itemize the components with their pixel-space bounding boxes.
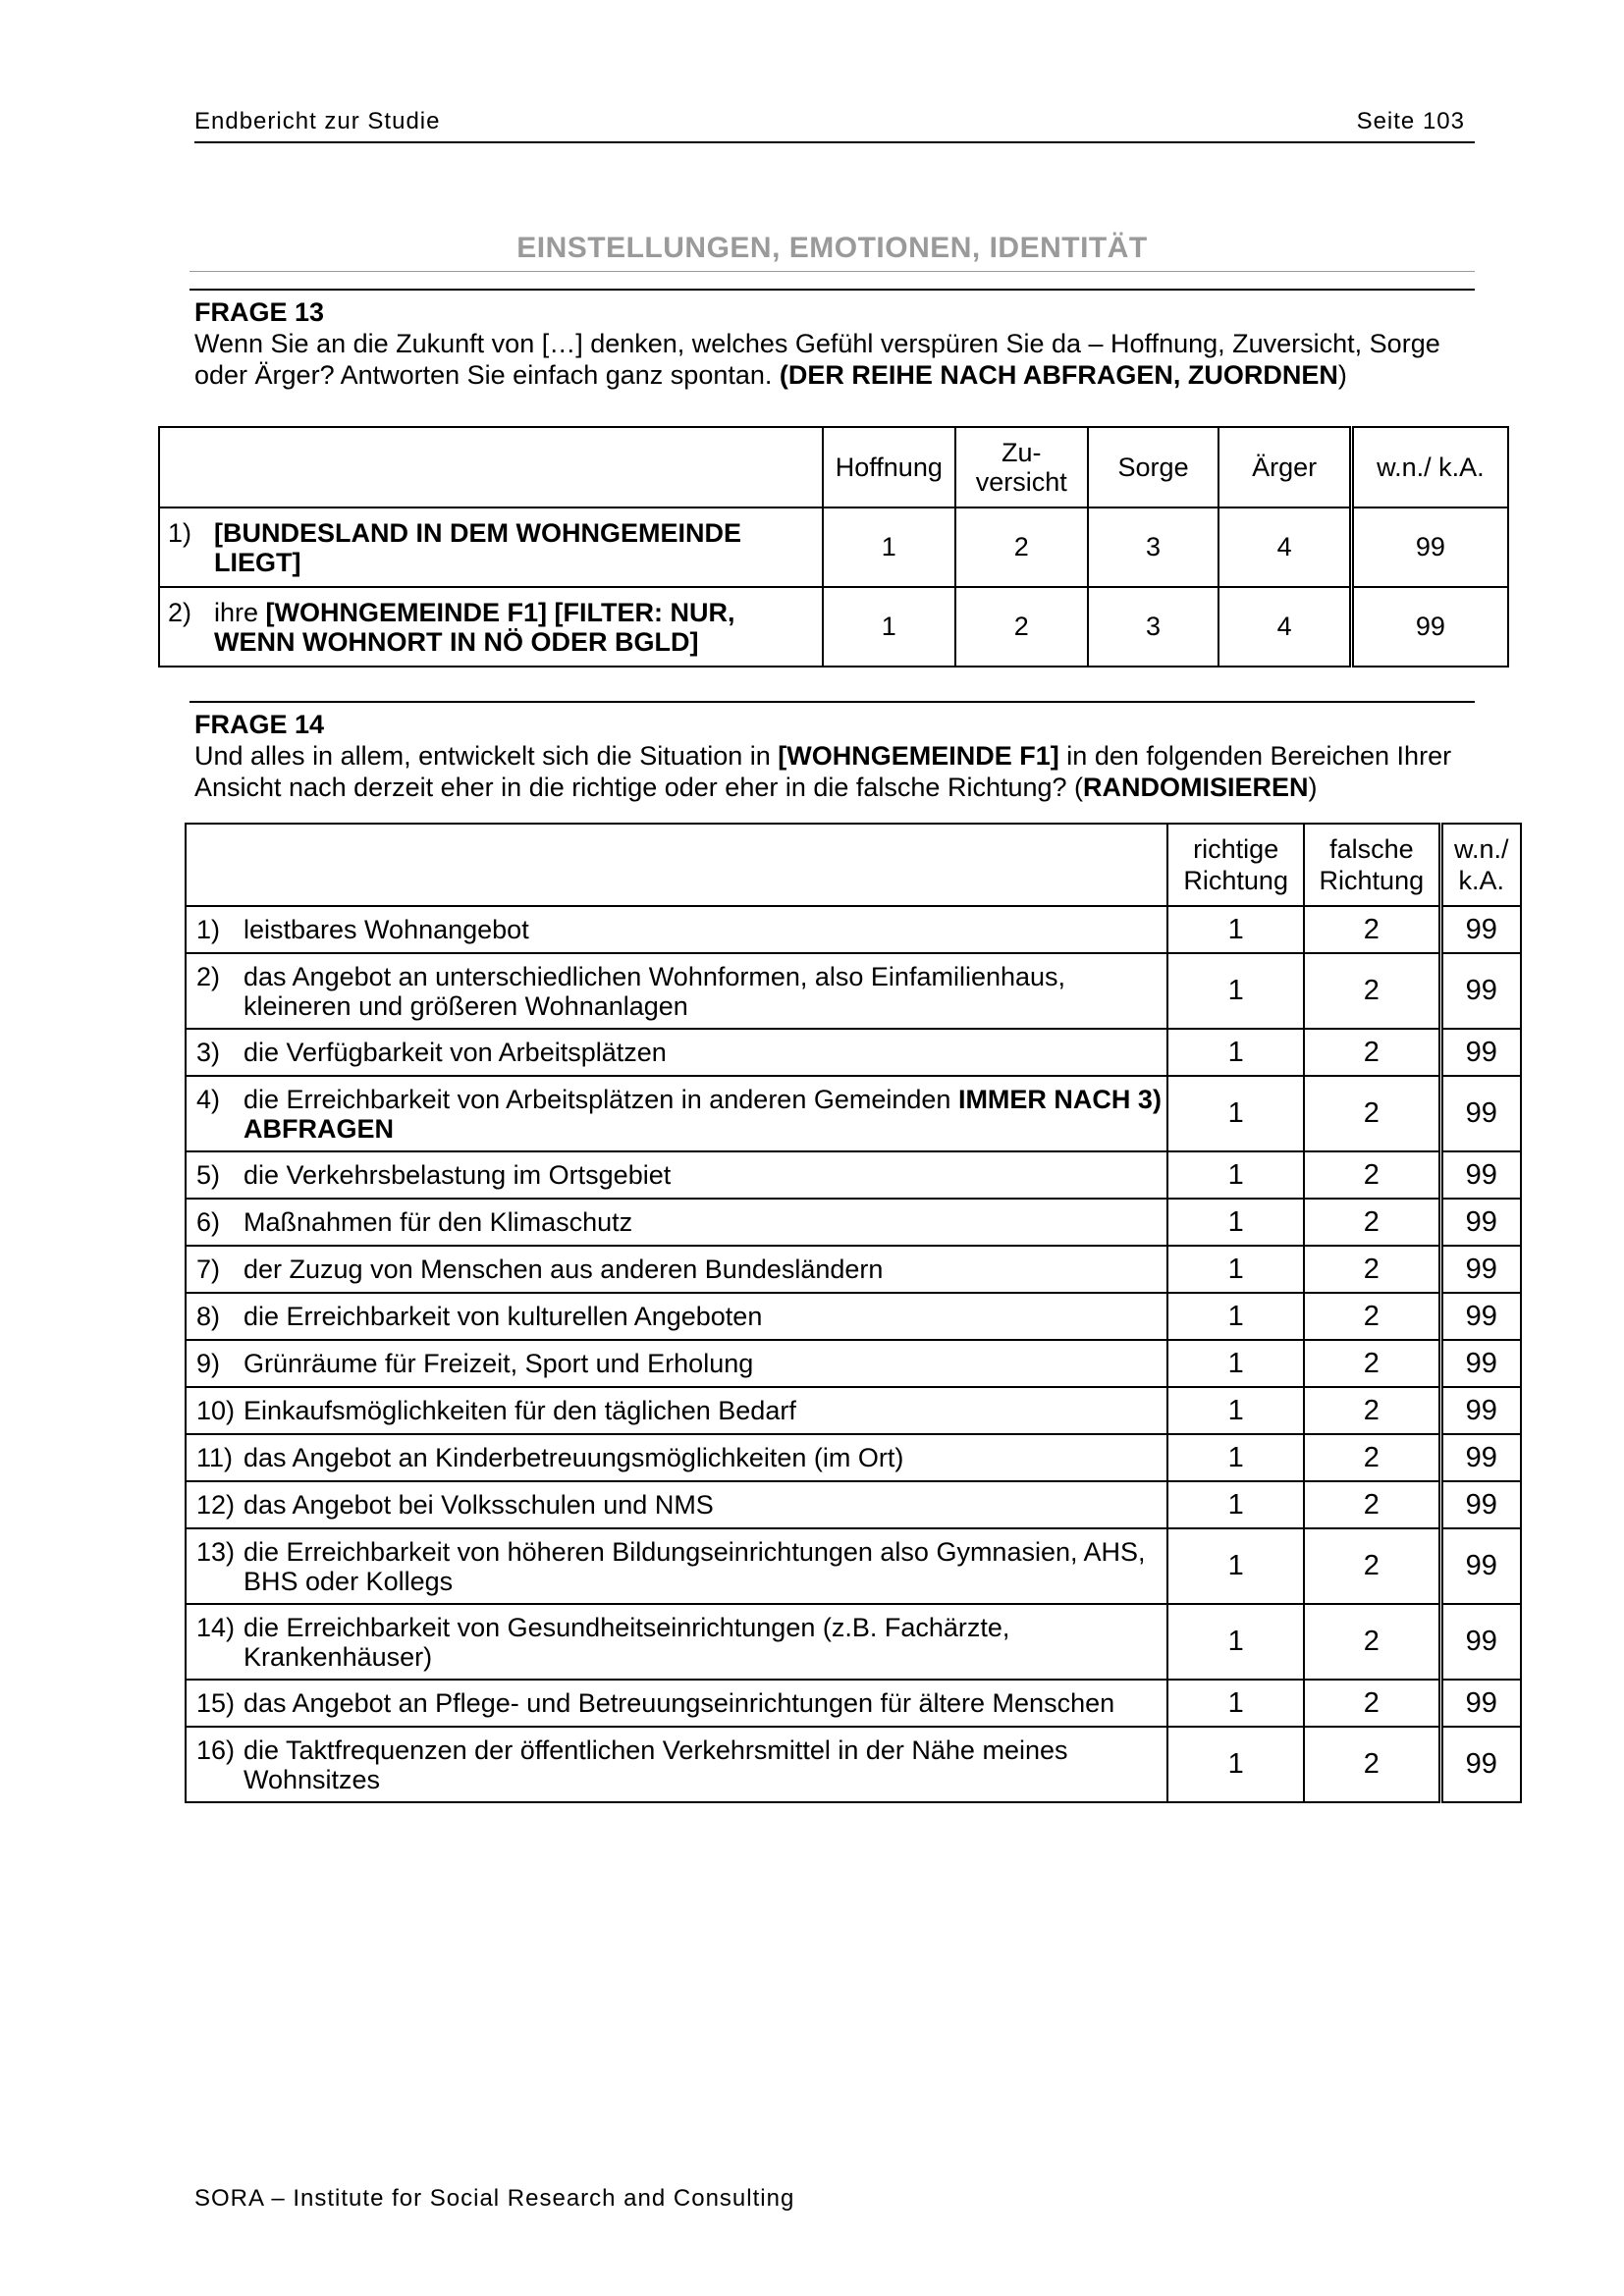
table-row [186, 1481, 1521, 1528]
code-cell: 1 [1167, 1604, 1304, 1680]
code-cell: 1 [823, 587, 955, 667]
code-cell: 99 [1440, 1340, 1521, 1387]
code-cell: 2 [1304, 953, 1440, 1029]
frage13-table [158, 426, 1509, 667]
frage13-item: 1) [BUNDESLAND IN DEM WOHNGEMEINDE LIEGT] [159, 507, 823, 587]
section-divider [189, 271, 1475, 272]
code-cell: 2 [1304, 1528, 1440, 1604]
code-cell: 1 [1167, 953, 1304, 1029]
code-cell: 2 [1304, 1604, 1440, 1680]
frage14-block [194, 709, 1481, 803]
code-cell: 1 [1167, 1340, 1304, 1387]
code-cell: 1 [1167, 1246, 1304, 1293]
frage13-item: 2) ihre [WOHNGEMEINDE F1] [FILTER: NUR, WENN WOHNORT IN NÖ ODER BGLD] [159, 587, 823, 667]
code-cell: 99 [1440, 1434, 1521, 1481]
code-cell: 2 [1304, 1293, 1440, 1340]
frage14-item: 3) die Verfügbarkeit von Arbeitsplätzen [186, 1029, 1167, 1076]
code-cell: 2 [955, 587, 1088, 667]
code-cell: 1 [1167, 1481, 1304, 1528]
code-cell: 1 [1167, 1387, 1304, 1434]
code-cell: 99 [1440, 906, 1521, 953]
frage14-item: 1) leistbares Wohnangebot [186, 906, 1167, 953]
table-row [186, 1029, 1521, 1076]
frage14-item: 8) die Erreichbarkeit von kulturellen Angeboten [186, 1293, 1167, 1340]
header-page-number: Seite 103 [1356, 108, 1465, 134]
code-cell: 1 [1167, 1727, 1304, 1802]
frage14-header-row [186, 824, 1521, 906]
frage14-item: 15) das Angebot an Pflege- und Betreuungseinrichtungen für ältere Menschen [186, 1680, 1167, 1727]
code-cell: 2 [1304, 1151, 1440, 1199]
frage13-col-zuversicht: Zu- versicht [955, 427, 1088, 507]
code-cell: 99 [1351, 507, 1508, 587]
table-row [186, 1199, 1521, 1246]
code-cell: 99 [1440, 1528, 1521, 1604]
table-row [159, 587, 1508, 667]
frage13-question: Wenn Sie an die Zukunft von […] denken, welches Gefühl verspüren Sie da – Hoffnung, Zuversicht, Sorge oder Ärger? Antworten Sie einfach ganz spontan. (DER REIHE NACH ABFRAGEN, ZUORDNEN) [194, 329, 1440, 390]
table-row [186, 1293, 1521, 1340]
frage13-header-empty [159, 427, 823, 507]
table-row [186, 1434, 1521, 1481]
code-cell: 99 [1440, 1293, 1521, 1340]
code-cell: 3 [1088, 507, 1219, 587]
code-cell: 99 [1440, 1727, 1521, 1802]
table-row [186, 1727, 1521, 1802]
frage14-item: 7) der Zuzug von Menschen aus anderen Bundesländern [186, 1246, 1167, 1293]
code-cell: 99 [1440, 1481, 1521, 1528]
code-cell: 2 [1304, 1199, 1440, 1246]
table-row [186, 1604, 1521, 1680]
frage14-item: 13) die Erreichbarkeit von höheren Bildungseinrichtungen also Gymnasien, AHS, BHS oder Kollegs [186, 1528, 1167, 1604]
code-cell: 1 [1167, 1076, 1304, 1151]
code-cell: 1 [1167, 1680, 1304, 1727]
frage14-col-richtige: richtige Richtung [1167, 824, 1304, 906]
frage14-instruction: RANDOMISIEREN [1083, 773, 1309, 802]
code-cell: 99 [1440, 953, 1521, 1029]
code-cell: 99 [1440, 1387, 1521, 1434]
frage14-item: 6) Maßnahmen für den Klimaschutz [186, 1199, 1167, 1246]
frage14-item: 4) die Erreichbarkeit von Arbeitsplätzen in anderen Gemeinden IMMER NACH 3) ABFRAGEN [186, 1076, 1167, 1151]
code-cell: 99 [1440, 1199, 1521, 1246]
frage14-body [186, 906, 1521, 1802]
frage13-divider [189, 289, 1475, 291]
code-cell: 1 [823, 507, 955, 587]
code-cell: 2 [1304, 1481, 1440, 1528]
code-cell: 1 [1167, 1029, 1304, 1076]
frage14-item: 5) die Verkehrsbelastung im Ortsgebiet [186, 1151, 1167, 1199]
frage13-col-sorge: Sorge [1088, 427, 1219, 507]
code-cell: 2 [1304, 906, 1440, 953]
table-row [186, 1151, 1521, 1199]
page-footer: SORA – Institute for Social Research and Consulting [194, 2185, 795, 2212]
code-cell: 4 [1218, 587, 1351, 667]
frage14-item: 10) Einkaufsmöglichkeiten für den täglichen Bedarf [186, 1387, 1167, 1434]
code-cell: 99 [1440, 1076, 1521, 1151]
code-cell: 99 [1440, 1029, 1521, 1076]
table-row [186, 1680, 1521, 1727]
code-cell: 3 [1088, 587, 1219, 667]
table-row [186, 1340, 1521, 1387]
code-cell: 2 [1304, 1246, 1440, 1293]
frage14-item: 9) Grünräume für Freizeit, Sport und Erholung [186, 1340, 1167, 1387]
table-row [186, 1528, 1521, 1604]
table-row [186, 953, 1521, 1029]
code-cell: 1 [1167, 1293, 1304, 1340]
code-cell: 2 [1304, 1727, 1440, 1802]
table-row [186, 906, 1521, 953]
table-row [159, 507, 1508, 587]
code-cell: 1 [1167, 1528, 1304, 1604]
table-row [186, 1076, 1521, 1151]
frage13-col-hoffnung: Hoffnung [823, 427, 955, 507]
page-header [194, 104, 1475, 143]
frage14-item: 2) das Angebot an unterschiedlichen Wohnformen, also Einfamilienhaus, kleineren und größeren Wohnanlagen [186, 953, 1167, 1029]
frage13-title: FRAGE 13 [194, 297, 325, 327]
frage13-instruction: (DER REIHE NACH ABFRAGEN, ZUORDNEN [779, 360, 1338, 390]
code-cell: 1 [1167, 906, 1304, 953]
frage14-question: Und alles in allem, entwickelt sich die Situation in [WOHNGEMEINDE F1] in den folgenden Bereichen Ihrer Ansicht nach derzeit eher in die richtige oder eher in die falsche Richtung? (RANDOMISIEREN) [194, 741, 1452, 802]
frage14-item: 16) die Taktfrequenzen der öffentlichen Verkehrsmittel in der Nähe meines Wohnsitzes [186, 1727, 1167, 1802]
code-cell: 2 [1304, 1387, 1440, 1434]
frage14-item: 14) die Erreichbarkeit von Gesundheitseinrichtungen (z.B. Fachärzte, Krankenhäuser) [186, 1604, 1167, 1680]
table-row [186, 1387, 1521, 1434]
code-cell: 1 [1167, 1151, 1304, 1199]
frage13-header-row [159, 427, 1508, 507]
code-cell: 2 [1304, 1434, 1440, 1481]
code-cell: 99 [1440, 1604, 1521, 1680]
table-row [186, 1246, 1521, 1293]
frage13-col-wnka: w.n./ k.A. [1351, 427, 1508, 507]
code-cell: 2 [955, 507, 1088, 587]
code-cell: 2 [1304, 1680, 1440, 1727]
frage14-divider [189, 701, 1475, 703]
code-cell: 1 [1167, 1434, 1304, 1481]
frage14-col-wnka: w.n./ k.A. [1440, 824, 1521, 906]
code-cell: 1 [1167, 1199, 1304, 1246]
frage14-item: 12) das Angebot bei Volksschulen und NMS [186, 1481, 1167, 1528]
code-cell: 2 [1304, 1029, 1440, 1076]
code-cell: 99 [1351, 587, 1508, 667]
code-cell: 99 [1440, 1246, 1521, 1293]
frage14-table [185, 823, 1522, 1803]
code-cell: 2 [1304, 1340, 1440, 1387]
frage13-col-aerger: Ärger [1218, 427, 1351, 507]
header-document-title: Endbericht zur Studie [194, 108, 441, 134]
section-title: EINSTELLUNGEN, EMOTIONEN, IDENTITÄT [516, 232, 1148, 264]
frage14-col-falsche: falsche Richtung [1304, 824, 1440, 906]
frage13-block [194, 296, 1481, 391]
code-cell: 99 [1440, 1680, 1521, 1727]
frage14-title: FRAGE 14 [194, 710, 325, 739]
code-cell: 4 [1218, 507, 1351, 587]
code-cell: 99 [1440, 1151, 1521, 1199]
frage14-item: 11) das Angebot an Kinderbetreuungsmöglichkeiten (im Ort) [186, 1434, 1167, 1481]
frage14-header-empty [186, 824, 1167, 906]
code-cell: 2 [1304, 1076, 1440, 1151]
